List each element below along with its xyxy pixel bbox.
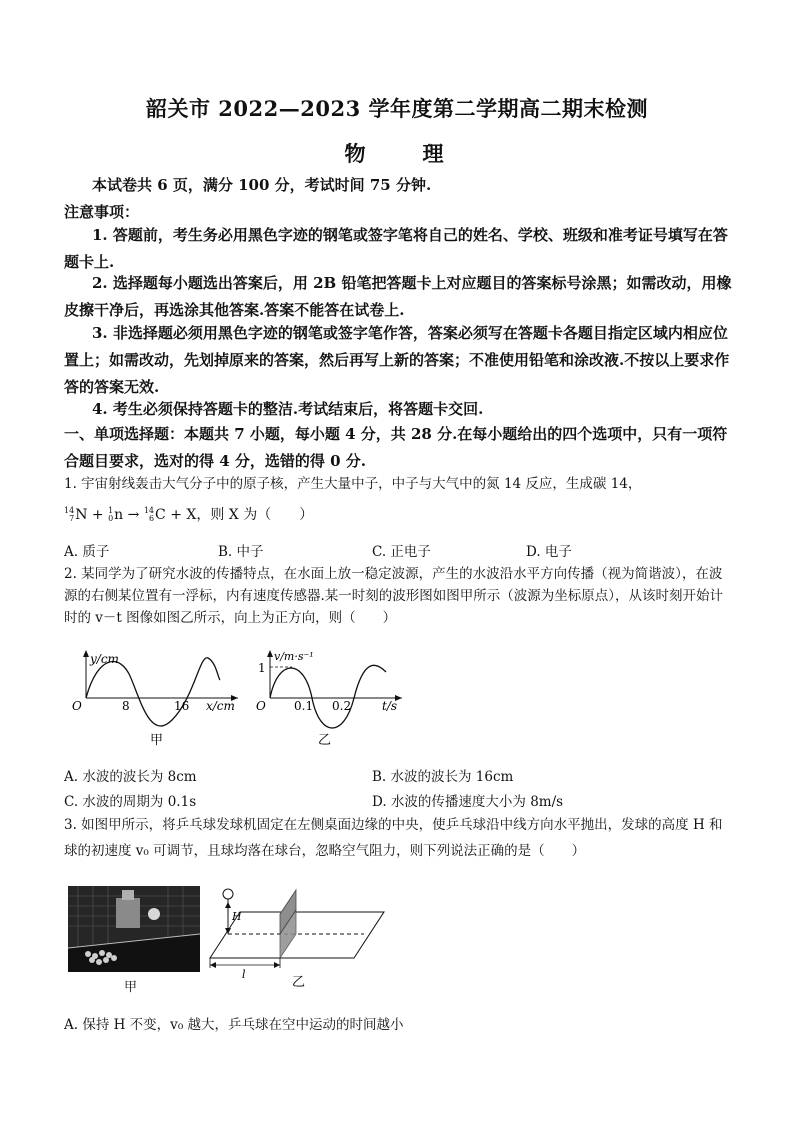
vt-graph-yi	[252, 648, 412, 753]
section-heading: 一、单项选择题：本题共 7 小题，每小题 4 分，共 28 分.在每小题给出的四个选项中，只有一项符合题目要求，选对的得 4 分，选错的得 0 分.	[64, 425, 728, 470]
option-c: C. 正电子	[372, 544, 431, 560]
table-diagram-yi	[206, 886, 386, 994]
option-b: B. 中子	[218, 544, 264, 560]
wave-graph-jia	[68, 648, 248, 753]
svg-text:x/cm: x/cm	[206, 699, 235, 713]
exam-info: 本试卷共 6 页，满分 100 分，考试时间 75 分钟.	[92, 176, 432, 194]
notice-item-4: 4. 考生必须保持答题卡的整洁.考试结束后，将答题卡交回.	[92, 400, 484, 418]
question-3-option-a: A. 保持 H 不变，v₀ 越大，乒乓球在空中运动的时间越小	[64, 1017, 404, 1033]
subject-title: 物 理	[344, 141, 462, 166]
question-3-stem: 3. 如图甲所示，将乒乓球发球机固定在左侧桌面边缘的中央，使乒乓球沿中线方向水平抛出，发球的高度 H 和球的初速度 v₀ 可调节，且球均落在球台，忽略空气阻力，则下列说法正确的是（ ）	[64, 817, 723, 859]
svg-text:乙: 乙	[318, 733, 332, 748]
notice-item-2: 2. 选择题每小题选出答案后，用 2B 铅笔把答题卡上对应题目的答案标号涂黑；如需改动，用橡皮擦干净后，再选涂其他答案.答案不能答在试卷上.	[64, 274, 732, 319]
svg-text:O: O	[256, 699, 266, 713]
svg-text:t/s: t/s	[382, 699, 398, 713]
photo-caption: 甲	[124, 980, 138, 995]
option-c: C. 水波的周期为 0.1s	[64, 794, 197, 810]
svg-text:v/m·s⁻¹: v/m·s⁻¹	[274, 650, 314, 663]
svg-text:y/cm: y/cm	[90, 652, 119, 666]
neutron-isotope: 1 0	[108, 506, 114, 523]
svg-text:0.1: 0.1	[294, 699, 314, 713]
c14-isotope: 14 6	[143, 506, 155, 523]
question-1-stem: 1. 宇宙射线轰击大气分子中的原子核，产生大量中子，中子与大气中的氮 14 反应，生成碳 14，	[64, 476, 642, 492]
n14-isotope: 14 7	[64, 506, 75, 523]
svg-text:O: O	[72, 699, 82, 713]
option-b: B. 水波的波长为 16cm	[372, 769, 514, 785]
svg-text:乙: 乙	[292, 975, 306, 990]
page-title: 韶关市 2022—2023 学年度第二学期高二期末检测	[145, 96, 648, 121]
notice-item-1: 1. 答题前，考生务必用黑色字迹的钢笔或签字笔将自己的姓名、学校、班级和准考证号填写在答题卡上.	[64, 226, 728, 271]
svg-text:甲: 甲	[150, 733, 164, 748]
arrow-icon: →	[127, 507, 140, 523]
svg-text:8: 8	[122, 699, 130, 713]
notice-heading: 注意事项：	[64, 203, 140, 221]
option-d: D. 电子	[526, 544, 572, 560]
question-2-options-row2	[64, 790, 732, 810]
option-a: A. 水波的波长为 8cm	[64, 769, 197, 785]
question-2-stem: 2. 某同学为了研究水波的传播特点，在水面上放一稳定波源，产生的水波沿水平方向传播（视为简谐波），在波源的右侧某位置有一浮标，内有速度传感器.某一时刻的波形图如图甲所示（波源为坐标原点），从该时刻开始计时的 v－t 图像如图乙所示，向上为正方向，则（ ）	[64, 566, 724, 626]
serve-machine-photo	[68, 886, 200, 972]
svg-text:0.2: 0.2	[332, 699, 352, 713]
question-2-options-row1	[64, 765, 732, 785]
question-1-options	[64, 540, 732, 560]
notice-item-3: 3. 非选择题必须用黑色字迹的钢笔或签字笔作答，答案必须写在答题卡各题目指定区域内相应位置上；如需改动，先划掉原来的答案，然后再写上新的答案；不准使用铅笔和涂改液.不按以上要求作答的答案无效.	[64, 324, 730, 396]
svg-text:1: 1	[258, 661, 266, 675]
option-a: A. 质子	[64, 544, 110, 560]
option-d: D. 水波的传播速度大小为 8m/s	[372, 794, 564, 810]
nuclear-equation: 14 7N + 1 0n → 14 6C + X，则 X 为（ ）	[64, 506, 314, 523]
svg-text:16: 16	[174, 699, 190, 713]
svg-text:H: H	[232, 910, 242, 923]
svg-text:l: l	[242, 968, 246, 981]
